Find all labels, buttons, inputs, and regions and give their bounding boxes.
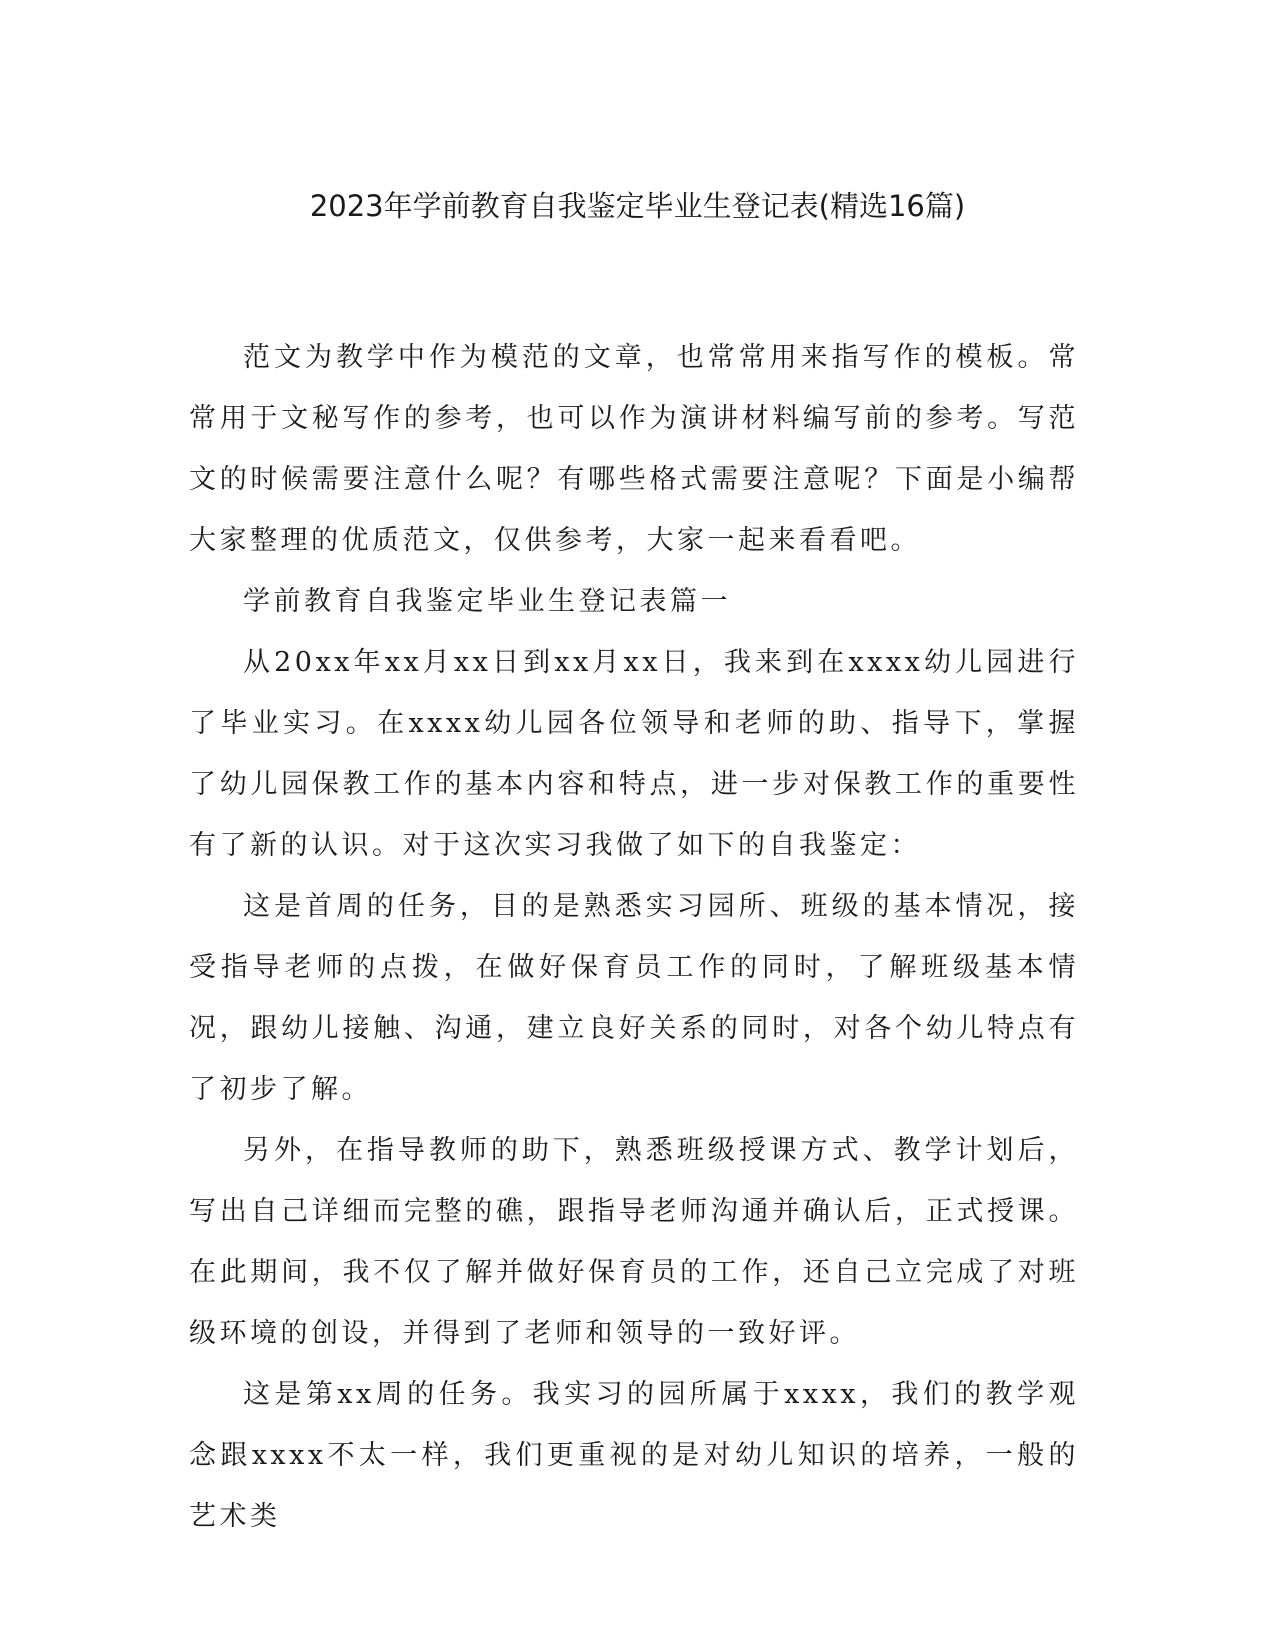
paragraph-teaching: 另外，在指导教师的助下，熟悉班级授课方式、教学计划后，写出自己详细而完整的礁，跟指导老师沟通并确认后，正式授课。在此期间，我不仅了解并做好保育员的工作，还自己立完成了对班级环境的创设，并得到了老师和领导的一致好评。: [189, 1135, 1079, 1349]
section-heading: 学前教育自我鉴定毕业生登记表篇一: [243, 586, 731, 617]
paragraph-week-xx: 这是第xx周的任务。我实习的园所属于xxxx，我们的教学观念跟xxxx不太一样，我们更重视的是对幼儿知识的培养，一般的艺术类: [189, 1379, 1079, 1532]
paragraph-first-week: 这是首周的任务，目的是熟悉实习园所、班级的基本情况，接受指导老师的点拨，在做好保育员工作的同时，了解班级基本情况，跟幼儿接触、沟通，建立良好关系的同时，对各个幼儿特点有了初步了解。: [189, 891, 1079, 1105]
paragraph-intro: 范文为教学中作为模范的文章，也常常用来指写作的模板。常常用于文秘写作的参考，也可以作为演讲材料编写前的参考。写范文的时候需要注意什么呢？有哪些格式需要注意呢？下面是小编帮大家整理的优质范文，仅供参考，大家一起来看看吧。: [189, 342, 1079, 556]
document-title: 2023年学前教育自我鉴定毕业生登记表(精选16篇): [309, 189, 966, 223]
paragraph-internship: 从20xx年xx月xx日到xx月xx日，我来到在xxxx幼儿园进行了毕业实习。在xxxx幼儿园各位领导和老师的助、指导下，掌握了幼儿园保教工作的基本内容和特点，进一步对保教工作的重要性有了新的认识。对于这次实习我做了如下的自我鉴定：: [189, 647, 1079, 861]
document-body: [189, 327, 1079, 1547]
